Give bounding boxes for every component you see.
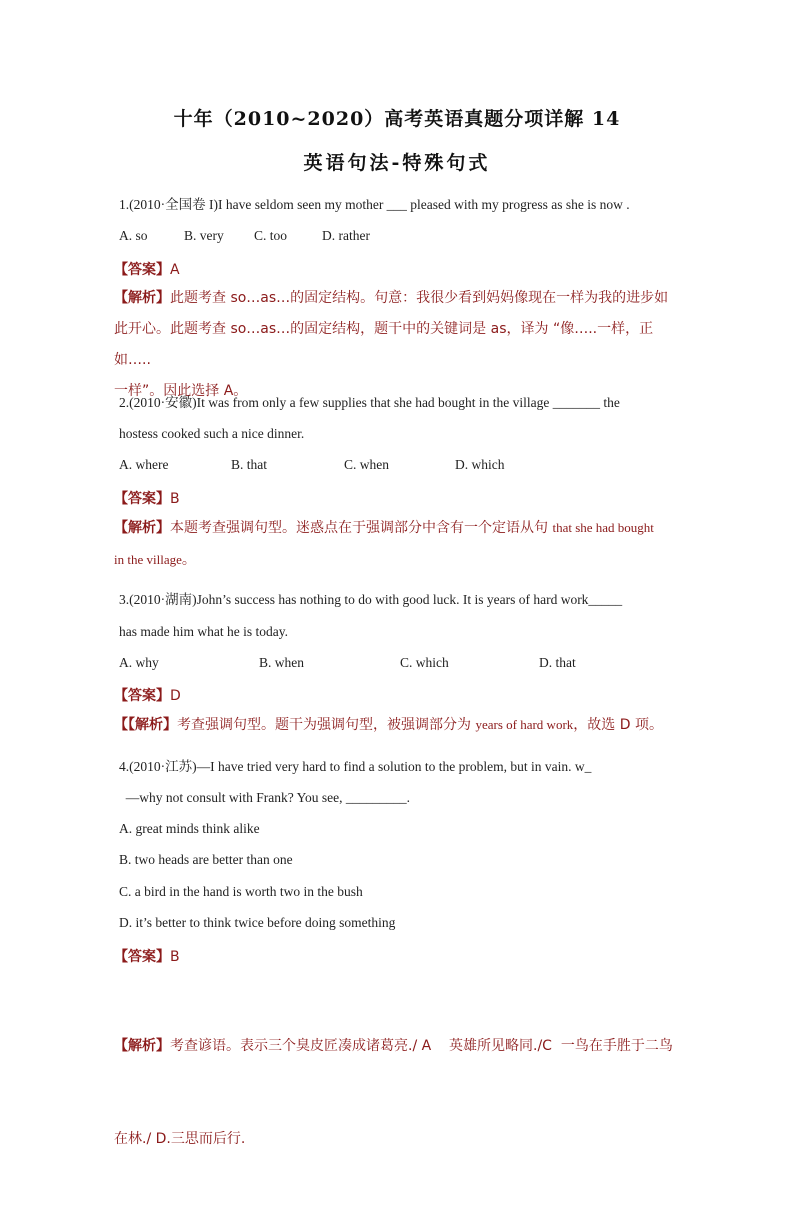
question-2-stem-line-2: hostess cooked such a nice dinner. [119,426,305,441]
question-4-option-c: C. a bird in the hand is worth two in the bush [119,884,363,899]
question-1-option-c: C. too [254,228,288,243]
explanation-line: 此开心。此题考查 so…as…的固定结构，题干中的关键词是 as，译为 “像…..一样，正如….. [114,321,654,368]
answer-value: A [170,262,180,278]
question-1-stem: 1.(2010·全国卷 I)I have seldom seen my mother ___ pleased with my progress as she is now . [119,197,630,212]
answer-label: 【答案】 [114,262,170,278]
explanation-text: 本题考查强调句型。迷惑点在于强调部分中含有一个定语从句 [170,520,553,536]
question-3-option-d: D. that [539,655,576,670]
question-4-option-d: D. it’s better to think twice before doing something [119,915,396,930]
explanation-english: in the village [114,552,182,567]
question-4-stem-line-2: —why not consult with Frank? You see, _________. [119,790,410,805]
question-1-option-a: A. so [119,228,148,243]
question-1-answer [114,259,180,279]
answer-label: 【答案】 [114,491,170,507]
question-2-option-a: A. where [119,457,169,472]
question-2-option-c: C. when [344,457,389,472]
question-3-stem-line-1: 3.(2010·湖南)John’s success has nothing to do with good luck. It is years of hard work_____ [119,592,623,607]
question-4-stem-line-1: 4.(2010·江苏)—I have tried very hard to find a solution to the problem, but in vain. w_ [119,759,592,774]
question-3-option-b: B. when [259,655,304,670]
question-2-explanation [114,512,674,576]
question-2-option-d: D. which [455,457,505,472]
question-2-option-b: B. that [231,457,267,472]
explanation-english: years of hard work [475,717,574,732]
answer-value: B [170,949,180,965]
question-3-option-c: C. which [400,655,449,670]
explanation-text: ，故选 D 项。 [573,717,663,733]
explanation-line: 一样”。因此选择 A。 [114,383,248,399]
explanation-line: 考查谚语。表示三个臭皮匠凑成诸葛亮./ A 英雄所见略同./C 一鸟在手胜于二鸟 [170,1038,673,1054]
question-2-stem-line-1: 2.(2010·安徽)It was from only a few supplies that she had bought in the village _______ the [119,395,620,410]
answer-value: B [170,491,180,507]
answer-label: 【答案】 [114,949,170,965]
question-3-stem-line-2: has made him what he is today. [119,624,288,639]
explanation-line: 此题考查 so…as…的固定结构。句意：我很少看到妈妈像现在一样为我的进步如 [170,290,669,306]
question-1-option-b: B. very [184,228,224,243]
page-title: 十年（2010~2020）高考英语真题分项详解 14 [173,108,621,130]
question-1-option-d: D. rather [322,228,370,243]
question-4-answer [114,946,180,966]
answer-value: D [170,688,181,704]
answer-label: 【答案】 [114,688,170,704]
explanation-text: 。 [181,552,196,568]
question-4-option-a: A. great minds think alike [119,821,260,836]
explanation-label: 【解析】 [114,290,170,306]
question-2-answer [114,488,180,508]
question-3-explanation [114,709,694,741]
question-4-option-b: B. two heads are better than one [119,852,293,867]
explanation-label: 【解析】 [114,1038,170,1054]
explanation-label: 【解析】 [114,520,170,536]
question-1-explanation [114,283,674,407]
question-4-explanation [114,969,674,1217]
explanation-label: 【【解析】 [114,717,177,733]
explanation-english: that she had bought [552,520,654,535]
question-3-option-a: A. why [119,655,159,670]
explanation-text: 考查强调句型。题干为强调句型，被强调部分为 [177,717,476,733]
question-3-answer [114,685,181,705]
explanation-line: 在林./ D.三思而后行. [114,1131,246,1147]
page-subtitle: 英语句法-特殊句式 [303,152,491,174]
